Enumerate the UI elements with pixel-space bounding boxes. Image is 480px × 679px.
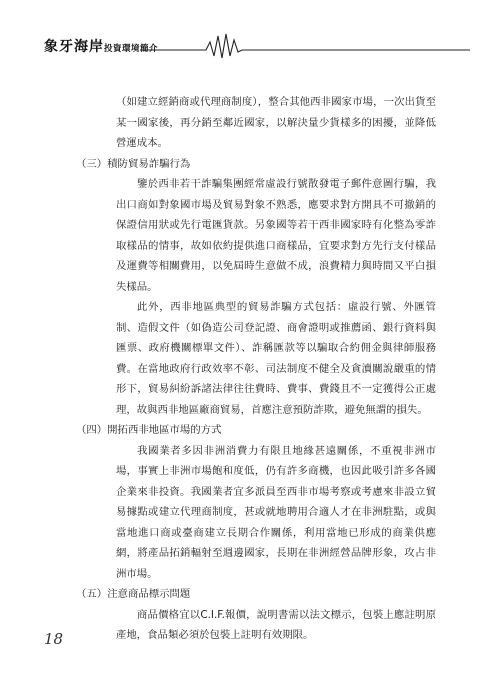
page-header xyxy=(0,0,480,64)
section-3-paragraph-2: 此外，西非地區典型的貿易詐騙方式包括：虛設行號、外匯管制、造假文件（如偽造公司登記證、商會證明或推薦函、銀行資料與匯票、政府機關標單文件）、詐稱匯款等以騙取合約佣金與律師服務費。在當地政府行政效率不彰、司法制度不健全及貪瀆關說嚴重的情形下，貿易糾紛訴諸法律往往費時、費事、費錢且不一定獲得公正處理，故與西非地區廠商貿易，首應注意預防詐欺，避免無謂的損失。 xyxy=(116,301,436,416)
page-content xyxy=(76,92,436,646)
header-waveform-line xyxy=(140,28,470,62)
section-heading-4: （四）開拓西非地區市場的方式 xyxy=(76,424,222,436)
section-4-paragraph-1: 我國業者多因非洲消費力有限且地緣甚遠關係，不重視非洲市場，事實上非洲市場飽和度低，仍有許多商機，也因此吸引許多各國企業來非投資。我國業者宜多派員至西非市場考察或考慮來非設立貿易據點或建立代理商制度，甚或就地聘用合適人才在非洲駐點，或與當地進口商或臺商建立長期合作關係，利用當地已形成的商業供應網，將產品拓銷輻射至週邊國家，長期在非洲經營品牌形象，攻占非洲市場。 xyxy=(116,444,436,580)
intro-paragraph: （如建立經銷商或代理商制度），整合其他西非國家市場，一次出貨至某一國家後，再分銷至鄰近國家，以解決量少貨樣多的困擾，並降低營運成本。 xyxy=(116,96,436,149)
section-3-paragraph-1: 鑒於西非若干詐騙集團經常虛設行號散發電子郵件意圖行騙，我出口商如對象國市場及貿易對象不熟悉，應要求對方開具不可撤銷的保證信用狀或先行電匯貨款。另象國等若干西非國家時有化整為零詐取樣品的情事，故如依約提供進口商樣品，宜要求對方先行支付樣品及運費等相關費用，以免屆時生意做不成，浪費精力與時間又平白損失樣品。 xyxy=(116,178,436,293)
section-heading-5: （五）注意商品標示問題 xyxy=(76,588,191,600)
section-heading-3: （三）積防貿易詐騙行為 xyxy=(76,157,191,170)
header-title-main: 象牙海岸 xyxy=(44,39,104,55)
page-number: 18 xyxy=(44,630,64,648)
section-5-paragraph-1: 商品價格宜以C.I.F.報價，說明書需以法文標示，包裝上應註明原產地，食品類必須於包裝上註明有效期限。 xyxy=(116,608,436,641)
header-title-sub: 投資環境簡介 xyxy=(104,44,159,54)
